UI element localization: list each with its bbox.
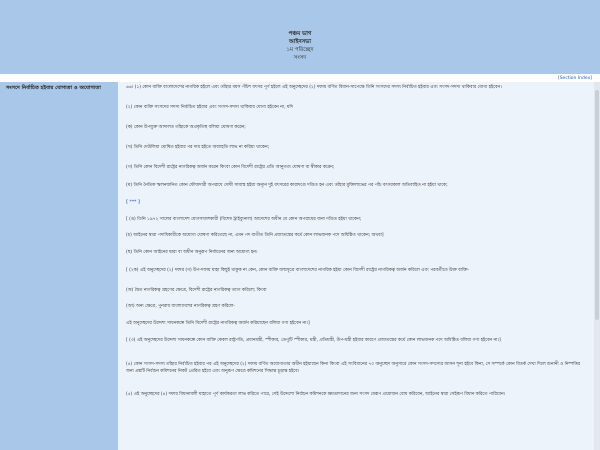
omitted-clause: [ *** ] — [126, 200, 140, 205]
section-title: সংসদে নির্বাচিত হইবার যোগ্যতা ও অযোগ্যতা — [6, 85, 101, 91]
paragraph-66-2ka: [ (২ক) এই অনুচ্ছেদের (২) দফার (গ) উপ-দফায় যাহা কিছুই থাকুক না কেন, কোন ব্যক্তি জন্মসূত্রে বাংলাদেশের নাগরিক হইয়া কোন বিদেশী রাষ্ট্রের নাগরিকত্ব অর্জন করিলে এবং পরবর্তীতে উক্ত ব্যক্তি- — [126, 268, 469, 273]
paragraph-66-3: [ (৩) এই অনুচ্ছেদের উদ্দেশ্য সাধনকল্পে কোন ব্যক্তি কেবল রাষ্ট্রপতি, প্রধানমন্ত্রী, স্পীকার, ডেপুটি স্পীকার, মন্ত্রী, প্রতিমন্ত্রী, উপ-মন্ত্রী হইবার কারণে প্রজাতন্ত্রের কর্মে কোন লাভজনক পদে অধিষ্ঠিত বলিয়া গণ্য হইবেন না।] — [126, 338, 501, 343]
subclause-aa: (আ) অন্য ক্ষেত্রে, পুনরায় বাংলাদেশের নাগরিকত্ব গ্রহণ করিলে- — [126, 304, 235, 309]
clause-kha: (খ) তিনি দেউলিয়া ঘোষিত হইবার পর দায় হইতে অব্যাহতি লাভ না করিয়া থাকেন; — [126, 145, 270, 150]
chapter-subtitle: সংসদ — [293, 55, 307, 61]
clause-chha: (ছ) তিনি কোন আইনের দ্বারা বা অধীন অনুরূপ নির্বাচনের জন্য অযোগ্য হন। — [126, 250, 258, 255]
clause-cha: (চ) আইনের দ্বারা পদাধিকারীকে অযোগ্য ঘোষণা করিতেছে না, এমন পদ ব্যতীত তিনি প্রজাতন্ত্রের কর্মে কোন লাভজনক পদে অধিষ্ঠিত থাকেন; অথবা] — [126, 233, 384, 238]
part-heading: আইনসভা — [289, 39, 311, 45]
paragraph-66-1: ৬৬। (১) কোন ব্যক্তি বাংলাদেশের নাগরিক হইলে এবং তাঁহার বয়স পঁচিশ বৎসর পূর্ণ হইলে এই অনুচ্ছেদের (২) দফায় বর্ণিত বিধান-সাপেক্ষে তিনি সংসদের সদস্য নির্বাচিত হইবার এবং সংসদ-সদস্য থাকিবার যোগ্য হইবেন। — [126, 85, 502, 90]
subclause-a: (অ) দ্বৈত নাগরিকত্ব গ্রহণের ক্ষেত্রে, বিদেশী রাষ্ট্রের নাগরিকত্ব ত্যাগ করিলে; কিংবা — [126, 288, 267, 293]
clause-gha: (ঘ) তিনি নৈতিক স্খলনজনিত কোন ফৌজদারী অপরাধে দোষী সাব্যস্ত হইয়া অন্যূন দুই বৎসরের কারাদণ্ডে দণ্ডিত হন এবং তাঁহার মুক্তিলাভের পর পাঁচ বৎসরকাল অতিবাহিত না হইয়া থাকে; — [126, 183, 448, 188]
paragraph-66-5: (৫) এই অনুচ্ছেদের (৪) দফার বিধানাবলী যাহাতে পূর্ণ কার্যকরতা লাভ করিতে পারে, সেই উদ্দেশ্যে নির্বাচন কমিশনকে ক্ষমতাদানের জন্য সংসদ যেরূপ প্রয়োজন বোধ করিবেন, আইনের দ্বারা সেইরূপ বিধান করিতে পারিবেন। — [126, 392, 506, 397]
section-index-link[interactable]: [Section Index] — [557, 76, 592, 81]
part-header — [0, 0, 600, 74]
section-body — [118, 82, 594, 450]
clause-umo: [ (ঙ) তিনি ১৯৭২ সালের বাংলাদেশ যোগসাজশকারী (বিশেষ ট্রাইব্যুনাল) আদেশের অধীন যে কোন অপরাধের জন্য দণ্ডিত হইয়া থাকেন; — [126, 217, 362, 222]
chapter-title: ১ম পরিচ্ছেদ — [286, 47, 314, 53]
paragraph-66-2: (২) কোন ব্যক্তি সংসদের সদস্য নির্বাচিত হইবার এবং সংসদ-সদস্য থাকিবার যোগ্য হইবেন না, যদি — [126, 105, 293, 110]
clause-ga: (গ) তিনি কোন বিদেশী রাষ্ট্রের নাগরিকত্ব অর্জন করেন কিংবা কোন বিদেশী রাষ্ট্রের প্রতি আনুগত্য ঘোষণা বা স্বীকার করেন; — [126, 165, 335, 170]
paragraph-2ka-proviso: এই অনুচ্ছেদের উদ্দেশ্য সাধনকল্পে তিনি বিদেশী রাষ্ট্রের নাগরিকত্ব অর্জন করিয়াছেন বলিয়া গণ্য হইবেন না।] — [126, 321, 310, 326]
vertical-scrollbar[interactable] — [594, 82, 600, 450]
part-title: পঞ্চম ভাগ — [288, 31, 312, 37]
paragraph-66-4: (৪) কোন সংসদ-সদস্য তাঁহার নির্বাচিত হইবার পর এই অনুচ্ছেদের (২) দফায় বর্ণিত অযোগ্যতার অধীন হইয়াছেন কিনা কিংবা এই সংবিধানের ৭০ অনুচ্ছেদ অনুসারে কোন সংসদ-সদস্যের আসন শূন্য হইবে কিনা, সে সম্পর্কে কোন বিতর্ক দেখা দিলে শুনানী ও নিষ্পত্তির জন্য প্রশ্নটি নির্বাচন কমিশনের নিকট প্রেরিত হইবে এবং অনুরূপ ক্ষেত্রে কমিশনের সিদ্ধান্ত চূড়ান্ত হইবে। — [126, 362, 581, 374]
section-title-cell — [0, 82, 118, 450]
scrollbar-thumb[interactable] — [595, 90, 599, 320]
clause-ka: (ক) কোন উপযুক্ত আদালত তাঁহাকে অপ্রকৃতিস্থ বলিয়া ঘোষণা করেন; — [126, 125, 246, 130]
